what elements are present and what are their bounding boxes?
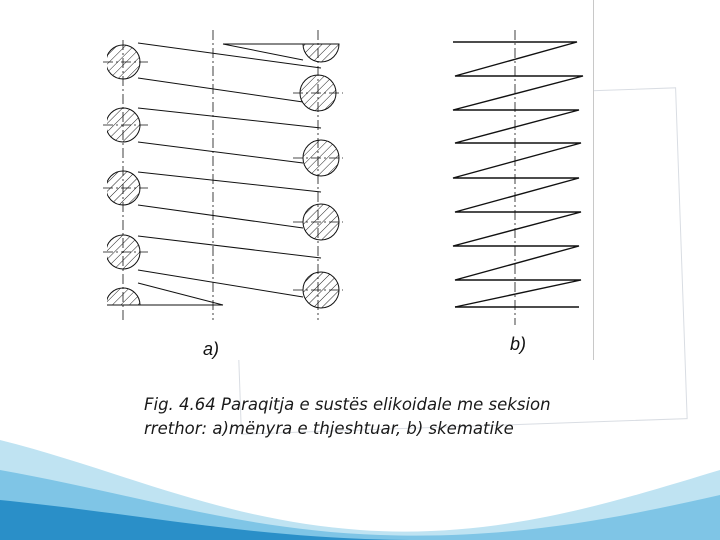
label-b: b) [510, 334, 527, 354]
figure-caption: Fig. 4.64 Paraqitja e sustës elikoidale me seksion rrethor: a)mënyra e thjeshtuar, b) skematike [144, 395, 551, 438]
label-a: a) [203, 339, 220, 359]
